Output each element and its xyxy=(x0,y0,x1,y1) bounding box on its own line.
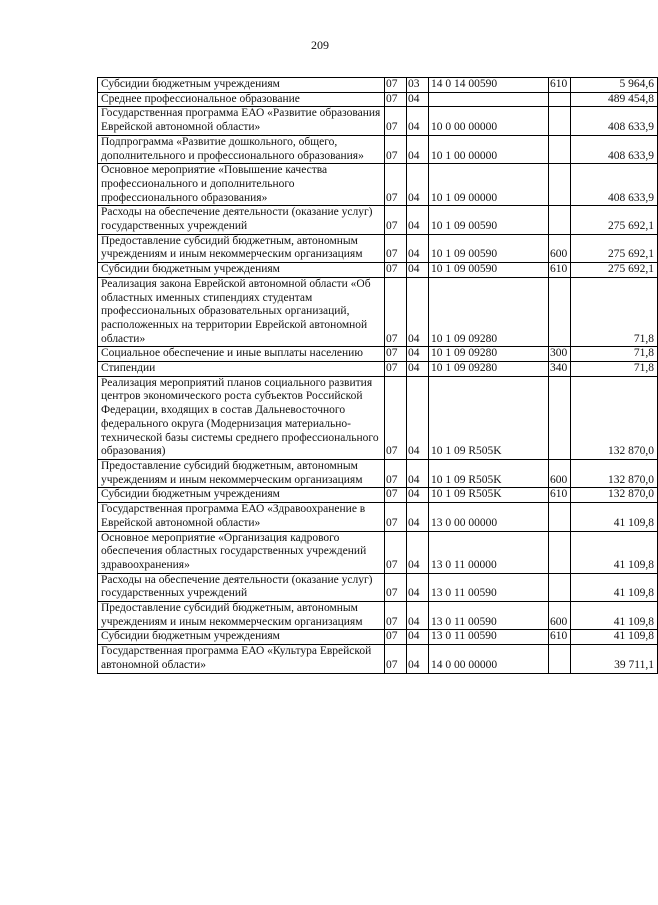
amount-cell: 41 109,8 xyxy=(571,503,658,531)
table-row xyxy=(98,488,658,503)
table-row xyxy=(98,135,658,163)
section-code-cell: 07 xyxy=(385,277,407,347)
row-name-cell: Реализация закона Еврейской автономной области «Об областных именных стипендиях студентам профессиональных образовательных организаций, расположенных на территории Еврейской автономной области» xyxy=(98,277,385,347)
amount-cell: 275 692,1 xyxy=(571,234,658,262)
table-row xyxy=(98,573,658,601)
table-row xyxy=(98,459,658,487)
target-article-code-cell: 14 0 00 00000 xyxy=(429,645,549,673)
row-name-cell: Субсидии бюджетным учреждениям xyxy=(98,488,385,503)
expense-type-code-cell xyxy=(549,206,571,234)
expense-type-code-cell xyxy=(549,92,571,107)
row-name-cell: Расходы на обеспечение деятельности (оказание услуг) государственных учреждений xyxy=(98,573,385,601)
expense-type-code-cell: 600 xyxy=(549,459,571,487)
section-code-cell: 07 xyxy=(385,78,407,93)
table-row xyxy=(98,234,658,262)
amount-cell: 41 109,8 xyxy=(571,573,658,601)
row-name-cell: Социальное обеспечение и иные выплаты населению xyxy=(98,347,385,362)
row-name-cell: Предоставление субсидий бюджетным, автономным учреждениям и иным некоммерческим организациям xyxy=(98,234,385,262)
target-article-code-cell: 13 0 11 00590 xyxy=(429,573,549,601)
page-number: 209 xyxy=(311,38,329,52)
target-article-code-cell: 14 0 14 00590 xyxy=(429,78,549,93)
target-article-code-cell: 10 1 09 00590 xyxy=(429,263,549,278)
expense-type-code-cell xyxy=(549,531,571,573)
subsection-code-cell: 04 xyxy=(407,347,429,362)
row-name-cell: Субсидии бюджетным учреждениям xyxy=(98,630,385,645)
row-name-cell: Основное мероприятие «Организация кадрового обеспечения областных государственных учреждений здравоохранения» xyxy=(98,531,385,573)
table-row xyxy=(98,376,658,459)
expense-type-code-cell: 600 xyxy=(549,234,571,262)
amount-cell: 41 109,8 xyxy=(571,630,658,645)
expense-type-code-cell xyxy=(549,376,571,459)
amount-cell: 275 692,1 xyxy=(571,206,658,234)
subsection-code-cell: 04 xyxy=(407,459,429,487)
target-article-code-cell: 10 1 09 00590 xyxy=(429,206,549,234)
expense-type-code-cell: 300 xyxy=(549,347,571,362)
subsection-code-cell: 04 xyxy=(407,602,429,630)
table-row xyxy=(98,347,658,362)
table-row xyxy=(98,263,658,278)
subsection-code-cell: 04 xyxy=(407,107,429,135)
section-code-cell: 07 xyxy=(385,164,407,206)
amount-cell: 41 109,8 xyxy=(571,602,658,630)
expense-type-code-cell xyxy=(549,503,571,531)
expense-type-code-cell: 610 xyxy=(549,78,571,93)
table-row xyxy=(98,277,658,347)
section-code-cell: 07 xyxy=(385,459,407,487)
subsection-code-cell: 04 xyxy=(407,362,429,377)
target-article-code-cell: 10 1 09 09280 xyxy=(429,277,549,347)
table-row xyxy=(98,630,658,645)
target-article-code-cell xyxy=(429,92,549,107)
row-name-cell: Предоставление субсидий бюджетным, автономным учреждениям и иным некоммерческим организациям xyxy=(98,602,385,630)
table-body xyxy=(98,78,658,674)
target-article-code-cell: 13 0 00 00000 xyxy=(429,503,549,531)
amount-cell: 408 633,9 xyxy=(571,135,658,163)
section-code-cell: 07 xyxy=(385,135,407,163)
section-code-cell: 07 xyxy=(385,376,407,459)
table-row xyxy=(98,107,658,135)
subsection-code-cell: 04 xyxy=(407,531,429,573)
row-name-cell: Реализация мероприятий планов социального развития центров экономического роста субъектов Российской Федерации, входящих в состав Дальневосточного федерального округа (Модернизация материально-технической базы системы среднего профессионального образования) xyxy=(98,376,385,459)
row-name-cell: Субсидии бюджетным учреждениям xyxy=(98,263,385,278)
amount-cell: 5 964,6 xyxy=(571,78,658,93)
table-row xyxy=(98,164,658,206)
amount-cell: 408 633,9 xyxy=(571,164,658,206)
table-row xyxy=(98,92,658,107)
section-code-cell: 07 xyxy=(385,488,407,503)
subsection-code-cell: 04 xyxy=(407,164,429,206)
target-article-code-cell: 10 1 09 09280 xyxy=(429,362,549,377)
target-article-code-cell: 10 1 00 00000 xyxy=(429,135,549,163)
target-article-code-cell: 10 0 00 00000 xyxy=(429,107,549,135)
target-article-code-cell: 13 0 11 00590 xyxy=(429,602,549,630)
subsection-code-cell: 04 xyxy=(407,263,429,278)
target-article-code-cell: 10 1 09 00590 xyxy=(429,234,549,262)
amount-cell: 275 692,1 xyxy=(571,263,658,278)
section-code-cell: 07 xyxy=(385,362,407,377)
section-code-cell: 07 xyxy=(385,630,407,645)
amount-cell: 132 870,0 xyxy=(571,376,658,459)
target-article-code-cell: 10 1 09 R505K xyxy=(429,488,549,503)
target-article-code-cell: 13 0 11 00590 xyxy=(429,630,549,645)
subsection-code-cell: 04 xyxy=(407,488,429,503)
section-code-cell: 07 xyxy=(385,107,407,135)
subsection-code-cell: 03 xyxy=(407,78,429,93)
target-article-code-cell: 10 1 09 00000 xyxy=(429,164,549,206)
amount-cell: 489 454,8 xyxy=(571,92,658,107)
amount-cell: 71,8 xyxy=(571,277,658,347)
subsection-code-cell: 04 xyxy=(407,376,429,459)
amount-cell: 41 109,8 xyxy=(571,531,658,573)
row-name-cell: Среднее профессиональное образование xyxy=(98,92,385,107)
expense-type-code-cell xyxy=(549,107,571,135)
subsection-code-cell: 04 xyxy=(407,277,429,347)
table-row xyxy=(98,206,658,234)
target-article-code-cell: 10 1 09 R505K xyxy=(429,459,549,487)
subsection-code-cell: 04 xyxy=(407,206,429,234)
table-row xyxy=(98,503,658,531)
subsection-code-cell: 04 xyxy=(407,135,429,163)
table-row xyxy=(98,531,658,573)
expense-type-code-cell: 610 xyxy=(549,630,571,645)
row-name-cell: Стипендии xyxy=(98,362,385,377)
amount-cell: 408 633,9 xyxy=(571,107,658,135)
expense-type-code-cell xyxy=(549,164,571,206)
row-name-cell: Подпрограмма «Развитие дошкольного, общего, дополнительного и профессионального образования» xyxy=(98,135,385,163)
subsection-code-cell: 04 xyxy=(407,503,429,531)
row-name-cell: Государственная программа ЕАО «Здравоохранение в Еврейской автономной области» xyxy=(98,503,385,531)
row-name-cell: Расходы на обеспечение деятельности (оказание услуг) государственных учреждений xyxy=(98,206,385,234)
row-name-cell: Государственная программа ЕАО «Развитие образования Еврейской автономной области» xyxy=(98,107,385,135)
target-article-code-cell: 10 1 09 09280 xyxy=(429,347,549,362)
row-name-cell: Государственная программа ЕАО «Культура Еврейской автономной области» xyxy=(98,645,385,673)
section-code-cell: 07 xyxy=(385,234,407,262)
row-name-cell: Основное мероприятие «Повышение качества профессионального и дополнительного профессионального образования» xyxy=(98,164,385,206)
expense-type-code-cell xyxy=(549,277,571,347)
target-article-code-cell: 10 1 09 R505K xyxy=(429,376,549,459)
section-code-cell: 07 xyxy=(385,531,407,573)
table-row xyxy=(98,362,658,377)
expense-type-code-cell: 600 xyxy=(549,602,571,630)
section-code-cell: 07 xyxy=(385,206,407,234)
table-row xyxy=(98,602,658,630)
expense-type-code-cell: 610 xyxy=(549,263,571,278)
row-name-cell: Субсидии бюджетным учреждениям xyxy=(98,78,385,93)
table-row xyxy=(98,645,658,673)
expense-type-code-cell xyxy=(549,645,571,673)
section-code-cell: 07 xyxy=(385,92,407,107)
section-code-cell: 07 xyxy=(385,347,407,362)
target-article-code-cell: 13 0 11 00000 xyxy=(429,531,549,573)
expense-type-code-cell xyxy=(549,135,571,163)
subsection-code-cell: 04 xyxy=(407,573,429,601)
amount-cell: 132 870,0 xyxy=(571,488,658,503)
table-row xyxy=(98,78,658,93)
expense-type-code-cell: 610 xyxy=(549,488,571,503)
amount-cell: 71,8 xyxy=(571,347,658,362)
expense-type-code-cell xyxy=(549,573,571,601)
subsection-code-cell: 04 xyxy=(407,92,429,107)
section-code-cell: 07 xyxy=(385,503,407,531)
amount-cell: 132 870,0 xyxy=(571,459,658,487)
amount-cell: 71,8 xyxy=(571,362,658,377)
section-code-cell: 07 xyxy=(385,602,407,630)
expense-type-code-cell: 340 xyxy=(549,362,571,377)
section-code-cell: 07 xyxy=(385,573,407,601)
subsection-code-cell: 04 xyxy=(407,630,429,645)
section-code-cell: 07 xyxy=(385,263,407,278)
subsection-code-cell: 04 xyxy=(407,234,429,262)
row-name-cell: Предоставление субсидий бюджетным, автономным учреждениям и иным некоммерческим организациям xyxy=(98,459,385,487)
subsection-code-cell: 04 xyxy=(407,645,429,673)
amount-cell: 39 711,1 xyxy=(571,645,658,673)
budget-table xyxy=(97,77,658,674)
section-code-cell: 07 xyxy=(385,645,407,673)
